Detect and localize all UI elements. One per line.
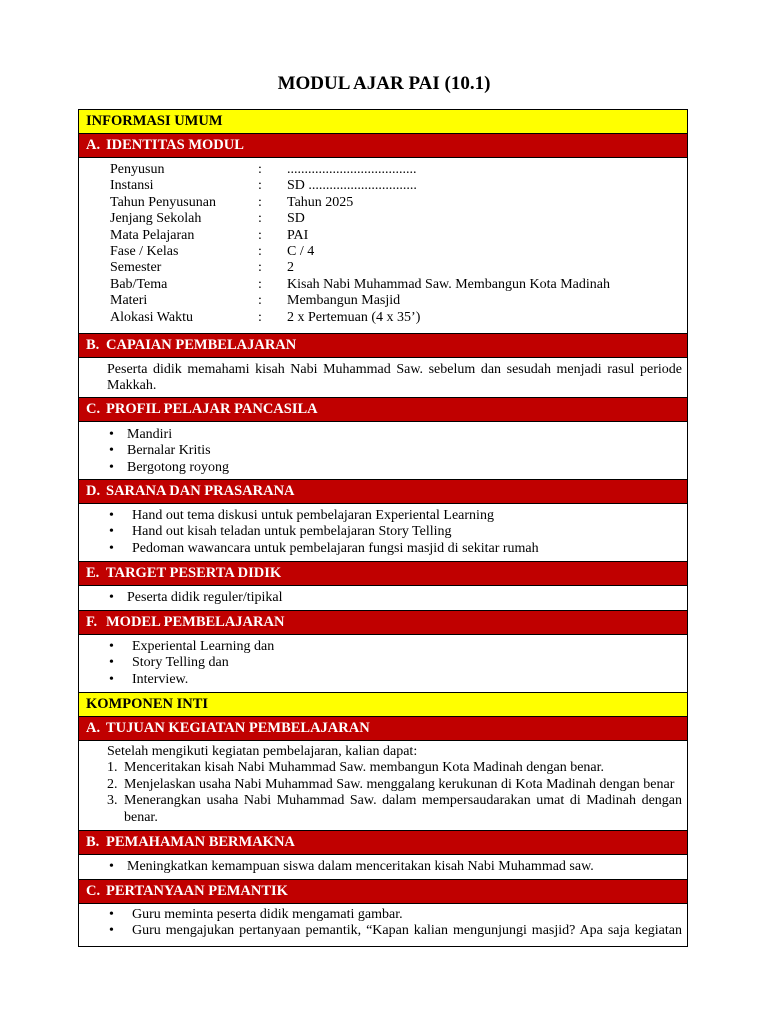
identity-colon: : (258, 194, 262, 210)
item-text: Menceritakan kisah Nabi Muhammad Saw. membangun Kota Madinah dengan benar. (124, 760, 605, 776)
section-letter: A. (86, 137, 101, 153)
section-heading: IDENTITAS MODUL (106, 137, 244, 153)
identity-colon: : (258, 227, 262, 243)
list-item: • Interview. (107, 672, 682, 688)
section-heading: TUJUAN KEGIATAN PEMBELAJARAN (106, 720, 370, 736)
identity-row (79, 260, 687, 276)
section-letter: F. (86, 614, 98, 630)
identity-row (79, 310, 687, 326)
section-heading: SARANA DAN PRASARANA (106, 483, 295, 499)
list-item: • Guru meminta peserta didik mengamati gambar. (107, 907, 682, 923)
section-identitas-modul (79, 134, 687, 158)
pemahaman-content (79, 855, 687, 880)
section-informasi-umum: INFORMASI UMUM (79, 110, 687, 134)
document-title: MODUL AJAR PAI (10.1) (277, 73, 491, 94)
section-letter: A. (86, 720, 101, 736)
identity-value: C / 4 (287, 243, 315, 259)
section-heading: CAPAIAN PEMBELAJARAN (106, 337, 297, 353)
list-item: • Mandiri (107, 427, 682, 443)
identity-colon: : (258, 293, 262, 309)
list-item: • Guru mengajukan pertanyaan pemantik, “Kapan kalian mengunjungi masjid? Apa saja kegiatan (107, 923, 682, 939)
identity-value: Membangun Masjid (287, 293, 401, 309)
pertanyaan-list (79, 907, 687, 940)
identity-key: Mata Pelajaran (110, 227, 195, 243)
section-pertanyaan-pemantik (79, 880, 687, 904)
identity-value: Tahun 2025 (287, 194, 354, 210)
list-item: • Story Telling dan (107, 655, 682, 671)
identity-value: 2 (287, 260, 294, 276)
item-text: Menjelaskan usaha Nabi Muhammad Saw. menggalang kerukunan di Kota Madinah dengan benar (124, 776, 675, 792)
identity-row (79, 178, 687, 194)
identity-key: Bab/Tema (110, 276, 168, 292)
identity-key: Tahun Penyusunan (110, 194, 216, 210)
profil-content (79, 422, 687, 480)
section-letter: B. (86, 337, 100, 353)
identity-row (79, 244, 687, 260)
identity-row (79, 211, 687, 227)
identity-value: ..................................... (287, 162, 417, 177)
module-table (78, 109, 688, 947)
section-target-peserta (79, 562, 687, 586)
model-content (79, 635, 687, 693)
section-letter: D. (86, 483, 101, 499)
identity-row (79, 293, 687, 309)
identity-key: Fase / Kelas (110, 243, 179, 259)
identity-key: Instansi (110, 178, 154, 194)
section-komponen-inti: KOMPONEN INTI (79, 693, 687, 717)
section-sarana-prasarana (79, 480, 687, 504)
identity-row (79, 195, 687, 211)
section-heading: PERTANYAAN PEMANTIK (106, 883, 288, 899)
list-item: • Meningkatkan kemampuan siswa dalam menceritakan kisah Nabi Muhammad saw. (107, 859, 682, 875)
section-pemahaman-bermakna (79, 831, 687, 855)
list-item: • Hand out tema diskusi untuk pembelajaran Experiental Learning (107, 508, 682, 524)
identity-key: Materi (110, 293, 148, 309)
tujuan-content (79, 741, 687, 831)
section-letter: E. (86, 565, 100, 581)
profil-list (79, 427, 687, 476)
identity-value: SD ............................... (287, 178, 417, 194)
capaian-content (79, 358, 687, 398)
section-heading: PROFIL PELAJAR PANCASILA (106, 401, 318, 417)
target-content (79, 586, 687, 611)
identity-row (79, 228, 687, 244)
pemahaman-list (79, 859, 687, 875)
list-item: • Bergotong royong (107, 460, 682, 476)
section-letter: C. (86, 883, 101, 899)
list-item: • Experiental Learning dan (107, 639, 682, 655)
identity-key: Alokasi Waktu (110, 309, 193, 325)
identity-value: SD (287, 211, 305, 227)
list-item: • Bernalar Kritis (107, 443, 682, 459)
identity-row (79, 162, 687, 178)
identity-colon: : (258, 276, 262, 292)
section-heading: MODEL PEMBELAJARAN (106, 614, 285, 630)
list-item: • Pedoman wawancara untuk pembelajaran fungsi masjid di sekitar rumah (107, 541, 682, 557)
list-item (107, 760, 682, 776)
identity-key: Semester (110, 260, 162, 276)
identity-colon: : (258, 178, 262, 194)
list-item: • Hand out kisah teladan untuk pembelajaran Story Telling (107, 524, 682, 540)
identity-row (79, 277, 687, 293)
identity-value: PAI (287, 227, 309, 243)
item-text: Menerangkan usaha Nabi Muhammad Saw. dalam mempersaudarakan umat di Madinah dengan benar. (124, 793, 682, 825)
section-letter: C. (86, 401, 101, 417)
identity-value: 2 x Pertemuan (4 x 35’) (287, 309, 421, 325)
target-list (79, 590, 687, 606)
identity-key: Penyusun (110, 162, 165, 177)
section-model-pembelajaran (79, 611, 687, 635)
section-heading: TARGET PESERTA DIDIK (106, 565, 282, 581)
identitas-content (79, 158, 687, 334)
tujuan-intro: Setelah mengikuti kegiatan pembelajaran, kalian dapat: (107, 744, 418, 759)
section-heading: PEMAHAMAN BERMAKNA (106, 834, 295, 850)
pertanyaan-content (79, 904, 687, 942)
model-list (79, 639, 687, 688)
list-item: • Peserta didik reguler/tipikal (107, 590, 682, 606)
item-number: 2. (107, 776, 118, 792)
identity-colon: : (258, 260, 262, 276)
identity-key: Jenjang Sekolah (110, 211, 202, 227)
section-tujuan-kegiatan (79, 717, 687, 741)
identity-colon: : (258, 243, 262, 259)
section-capaian-pembelajaran (79, 334, 687, 358)
identity-colon: : (258, 309, 262, 325)
sarana-content (79, 504, 687, 562)
identity-colon: : (258, 211, 262, 227)
capaian-text: Peserta didik memahami kisah Nabi Muhammad Saw. sebelum dan sesudah menjadi rasul periode Makkah. (107, 362, 682, 394)
list-item (107, 777, 682, 793)
identity-value: Kisah Nabi Muhammad Saw. Membangun Kota Madinah (287, 276, 610, 292)
identity-colon: : (258, 162, 262, 177)
item-number: 3. (107, 793, 118, 809)
section-letter: B. (86, 834, 100, 850)
sarana-list (79, 508, 687, 557)
list-item (107, 793, 682, 826)
tujuan-list (79, 760, 687, 826)
item-number: 1. (107, 760, 118, 776)
section-profil-pelajar (79, 398, 687, 422)
